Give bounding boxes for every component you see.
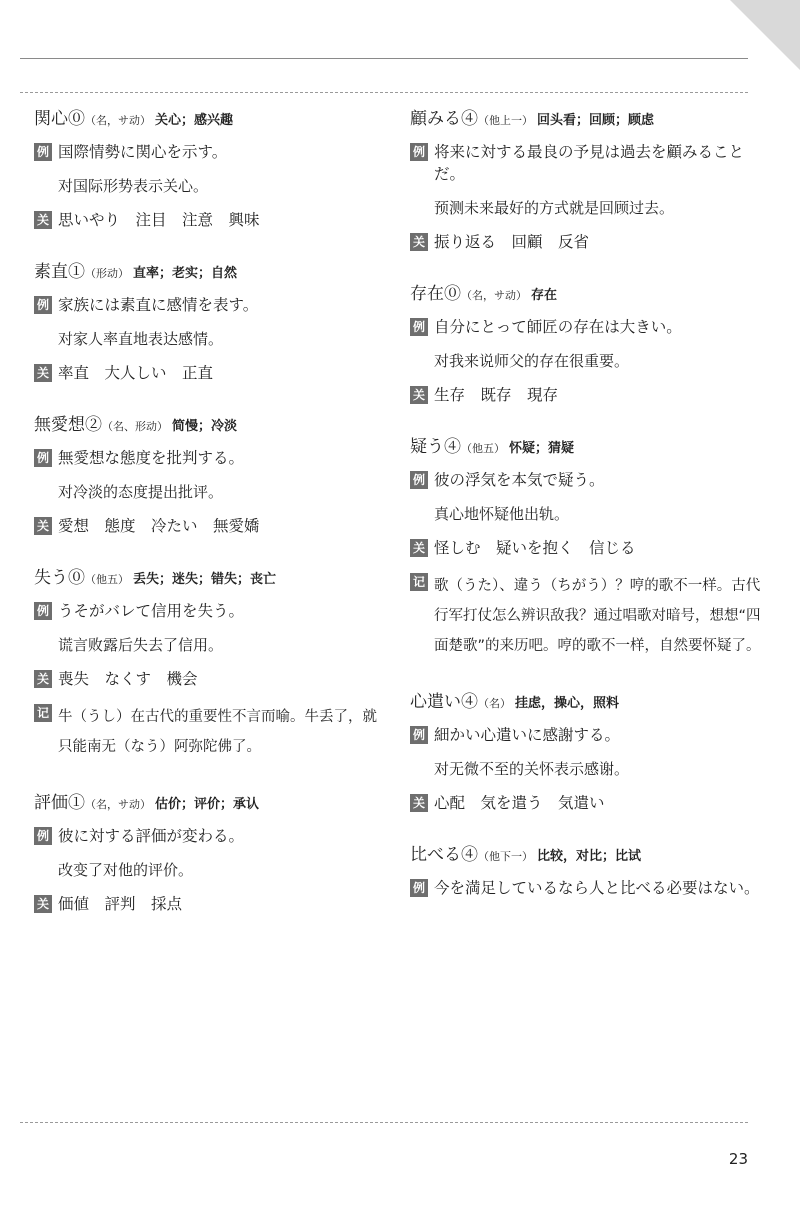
gloss: 比较，对比；比试 (537, 849, 642, 864)
vocab-entry (410, 691, 765, 814)
translation: 对无微不至的关怀表示感谢。 (434, 760, 630, 778)
example-sentence: 家族には素直に感情を表す。 (58, 296, 259, 314)
entry-headword (410, 844, 765, 867)
gloss: 简慢；冷淡 (172, 419, 238, 434)
example-badge: 例 (34, 827, 52, 845)
example-sentence: 今を満足しているなら人と比べる必要はない。 (434, 879, 760, 897)
related-words: 振り返る 回顧 反省 (434, 233, 590, 251)
example-row (34, 600, 389, 622)
headword: 疑う④ (410, 437, 461, 457)
part-of-speech: （名，サ动） (85, 114, 151, 127)
translation: 谎言败露后失去了信用。 (58, 636, 224, 654)
example-sentence: 細かい心遣いに感謝する。 (434, 726, 621, 744)
example-sentence: 国際情勢に関心を示す。 (58, 143, 228, 161)
example-badge: 例 (410, 318, 428, 336)
related-words: 思いやり 注目 注意 興味 (58, 211, 260, 229)
note-row (34, 702, 389, 762)
part-of-speech: （他下一） (478, 850, 533, 863)
related-row (410, 792, 765, 814)
example-sentence: 彼に対する評価が変わる。 (58, 827, 245, 845)
related-badge: 关 (410, 233, 428, 251)
translation: 改变了对他的评价。 (58, 861, 194, 879)
headword: 顧みる④ (410, 109, 478, 129)
related-row (410, 231, 765, 253)
example-row (410, 877, 765, 899)
part-of-speech: （名） (478, 697, 511, 710)
gloss: 关心；感兴趣 (155, 113, 234, 128)
headword: 評価① (34, 793, 85, 813)
note-badge: 记 (34, 704, 52, 722)
entry-headword (34, 108, 389, 131)
example-row (34, 141, 389, 163)
example-sentence: 無愛想な態度を批判する。 (58, 449, 245, 467)
translation: 对国际形势表示关心。 (58, 177, 209, 195)
headword: 比べる④ (410, 845, 478, 865)
header-dashed-divider (20, 92, 748, 93)
related-badge: 关 (410, 539, 428, 557)
vocab-entry (34, 108, 389, 231)
related-row (34, 362, 389, 384)
related-badge: 关 (410, 794, 428, 812)
gloss: 怀疑；猜疑 (509, 441, 575, 456)
translation: 对我来说师父的存在很重要。 (434, 352, 630, 370)
related-badge: 关 (34, 211, 52, 229)
headword: 関心⓪ (34, 109, 85, 129)
entry-headword (410, 108, 765, 131)
related-row (34, 893, 389, 915)
related-words: 怪しむ 疑いを抱く 信じる (434, 539, 636, 557)
gloss: 丢失；迷失；错失；丧亡 (133, 572, 277, 587)
example-row (410, 469, 765, 491)
related-row (34, 668, 389, 690)
gloss: 估价；评价；承认 (155, 797, 260, 812)
translation: 真心地怀疑他出轨。 (434, 505, 570, 523)
example-badge: 例 (410, 726, 428, 744)
part-of-speech: （形动） (85, 267, 129, 280)
vocab-entry (34, 792, 389, 915)
entry-headword (34, 567, 389, 590)
part-of-speech: （名、形动） (102, 420, 168, 433)
example-row (410, 141, 765, 185)
headword: 無愛想② (34, 415, 102, 435)
page-number: 23 (728, 1150, 748, 1168)
example-sentence: 自分にとって師匠の存在は大きい。 (434, 318, 682, 336)
related-row (410, 384, 765, 406)
entry-headword (410, 283, 765, 306)
example-badge: 例 (410, 471, 428, 489)
example-sentence: うそがバレて信用を失う。 (58, 602, 245, 620)
related-row (34, 515, 389, 537)
page-corner (730, 0, 800, 70)
example-sentence: 将来に対する最良の予見は過去を顧みることだ。 (434, 143, 745, 183)
vocab-entry (34, 261, 389, 384)
related-badge: 关 (410, 386, 428, 404)
example-row (410, 724, 765, 746)
vocab-entry (34, 414, 389, 537)
headword: 素直① (34, 262, 85, 282)
related-words: 生存 既存 現存 (434, 386, 559, 404)
vocab-entry (34, 567, 389, 762)
vocab-entry (410, 283, 765, 406)
related-words: 喪失 なくす 機会 (58, 670, 198, 688)
entry-headword (34, 261, 389, 284)
example-row (34, 825, 389, 847)
related-badge: 关 (34, 670, 52, 688)
headword: 心遣い④ (410, 692, 478, 712)
example-badge: 例 (34, 143, 52, 161)
part-of-speech: （他上一） (478, 114, 533, 127)
example-badge: 例 (410, 143, 428, 161)
gloss: 挂虑，操心，照料 (515, 696, 620, 711)
example-badge: 例 (34, 449, 52, 467)
memory-note: 牛（うし）在古代的重要性不言而喻。牛丢了，就只能南无（なう）阿弥陀佛了。 (58, 709, 377, 755)
related-row (410, 537, 765, 559)
example-row (34, 294, 389, 316)
example-badge: 例 (34, 296, 52, 314)
gloss: 存在 (531, 288, 558, 303)
entry-headword (34, 414, 389, 437)
related-words: 愛想 態度 冷たい 無愛嬌 (58, 517, 260, 535)
related-words: 率直 大人しい 正直 (58, 364, 214, 382)
gloss: 回头看；回顾；顾虑 (537, 113, 655, 128)
note-row (410, 571, 765, 661)
vocab-entry (410, 436, 765, 661)
related-badge: 关 (34, 895, 52, 913)
example-badge: 例 (34, 602, 52, 620)
headword: 存在⓪ (410, 284, 461, 304)
right-column (410, 108, 765, 929)
related-row (34, 209, 389, 231)
memory-note: 歌（うた）、違う（ちがう）？哼的歌不一样。古代行军打仗怎么辨识敌我？通过唱歌对暗号，想想“四面楚歌”的来历吧。哼的歌不一样，自然要怀疑了。 (434, 578, 761, 654)
vocab-entry (410, 844, 765, 899)
entry-headword (410, 436, 765, 459)
vocab-entry (410, 108, 765, 253)
top-divider (20, 58, 748, 59)
translation: 对冷淡的态度提出批评。 (58, 483, 224, 501)
footer-dashed-divider (20, 1122, 748, 1123)
example-sentence: 彼の浮気を本気で疑う。 (434, 471, 605, 489)
part-of-speech: （他五） (85, 573, 129, 586)
headword: 失う⓪ (34, 568, 85, 588)
related-words: 価値 評判 採点 (58, 895, 183, 913)
related-badge: 关 (34, 517, 52, 535)
example-row (34, 447, 389, 469)
entry-headword (410, 691, 765, 714)
part-of-speech: （他五） (461, 442, 505, 455)
related-words: 心配 気を遣う 気遣い (434, 794, 605, 812)
part-of-speech: （名，サ动） (85, 798, 151, 811)
related-badge: 关 (34, 364, 52, 382)
left-column (34, 108, 389, 945)
example-row (410, 316, 765, 338)
translation: 对家人率直地表达感情。 (58, 330, 224, 348)
note-badge: 记 (410, 573, 428, 591)
part-of-speech: （名，サ动） (461, 289, 527, 302)
gloss: 直率；老实；自然 (133, 266, 238, 281)
entry-headword (34, 792, 389, 815)
translation: 预测未来最好的方式就是回顾过去。 (434, 199, 675, 217)
example-badge: 例 (410, 879, 428, 897)
